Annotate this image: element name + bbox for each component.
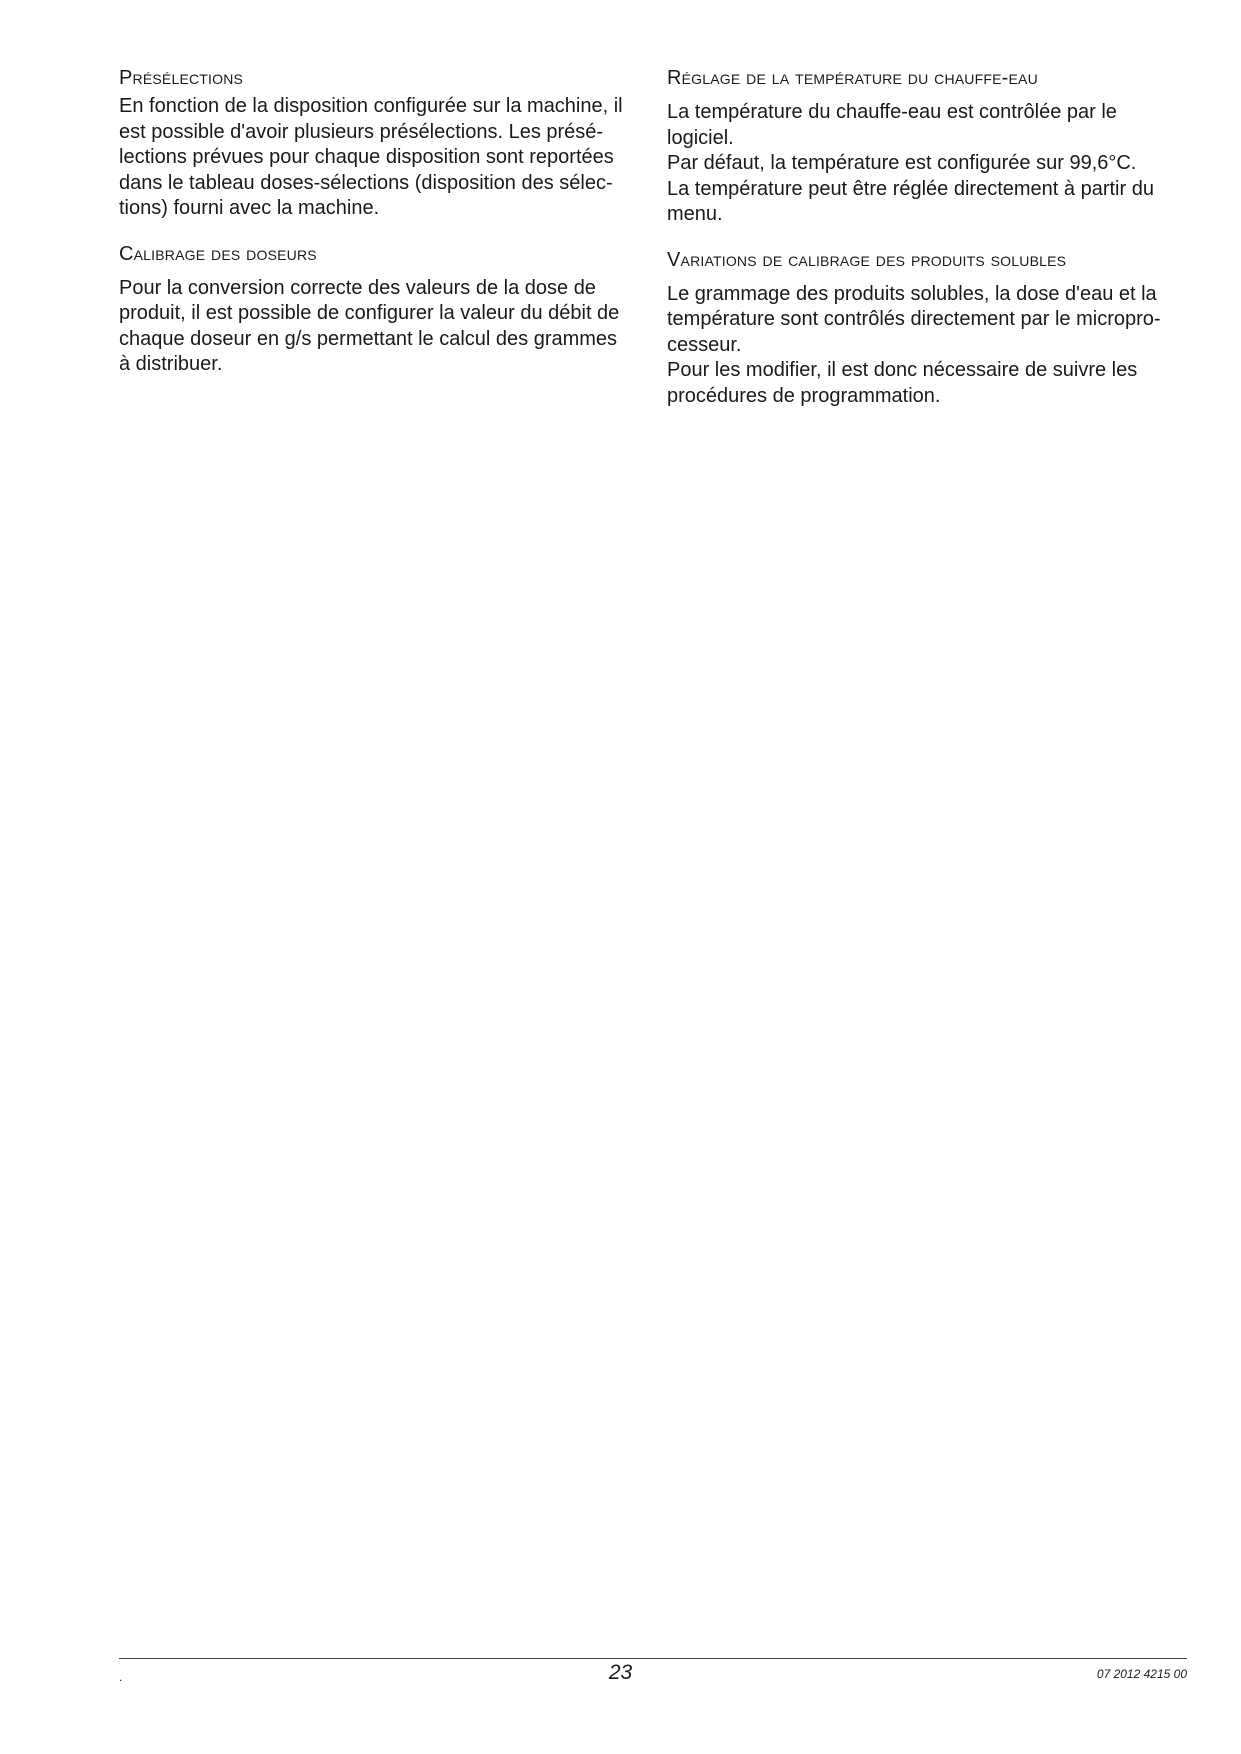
section-heading: Présélections — [119, 67, 244, 89]
section-body: Pour la conversion correcte des valeurs de la dose de produit, il est possible de configurer la valeur du débit de chaque doseur en g/s permettant le calcul des grammes à distribuer. — [119, 276, 620, 375]
section-body: La température du chauffe-eau est contrôlée par le logiciel. Par défaut, la température est configurée sur 99,6°C. La température peut être réglée directement à partir du menu. — [667, 101, 1154, 225]
section-heading: Variations de calibrage des produits solubles — [667, 248, 1067, 271]
section-body: Le grammage des produits solubles, la dose d'eau et la température sont contrôlés directement par le micropro- cesseur. Pour les modifier, il est donc nécessaire de suivre les procédures de programmation. — [667, 282, 1161, 407]
page-number: 23 — [608, 1661, 633, 1684]
footer-divider — [119, 1658, 1187, 1659]
section-heading: Réglage de la température du chauffe-eau — [667, 67, 1038, 89]
section-variations-calibrage — [667, 248, 1187, 410]
document-code: 07 2012 4215 00 — [1096, 1667, 1187, 1681]
footer-mark: . — [119, 1670, 123, 1684]
right-column — [667, 66, 1187, 429]
section-body: En fonction de la disposition configurée sur la machine, il est possible d'avoir plusieurs présélections. Les présé- lections prévues pour chaque disposition sont reportées dans le tableau doses-sélections (disposition des sélec- tions) fourni avec la machine. — [119, 95, 623, 219]
left-column — [119, 66, 639, 398]
section-preselections — [119, 66, 639, 222]
section-calibrage-doseurs — [119, 242, 639, 378]
section-reglage-temperature — [667, 66, 1187, 228]
section-heading: Calibrage des doseurs — [119, 242, 317, 265]
